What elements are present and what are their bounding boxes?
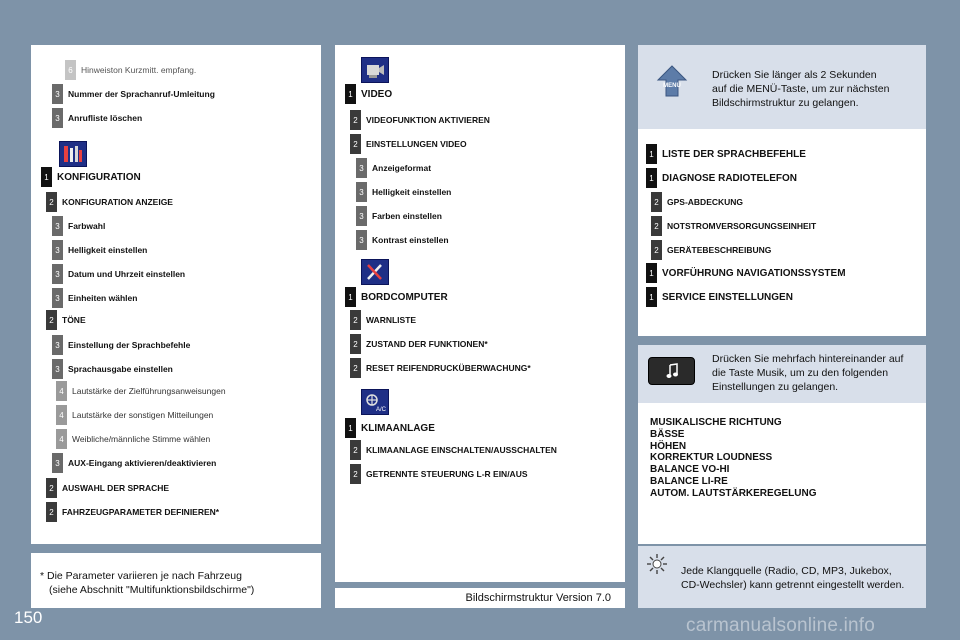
music-setting-item: BALANCE LI-RE [650,475,728,487]
menu-row [52,453,216,473]
level-badge: 1 [646,287,657,307]
menu-item-label: VIDEO [361,88,393,100]
level-badge: 2 [350,110,361,130]
menu-row [46,478,169,498]
menu-item-label: Datum und Uhrzeit einstellen [68,269,186,279]
video-camera-icon [361,57,389,83]
menu-row [52,84,215,104]
level-badge: 2 [350,134,361,154]
menu-row [651,192,743,212]
footnote-text: * Die Parameter variieren je nach Fahrzeug (siehe Abschnitt "Multifunktionsbildschirme") [40,570,255,596]
menu-row [345,84,392,104]
svg-text:A/C: A/C [376,407,386,412]
menu-row [646,168,797,188]
menu-item-label: Sprachausgabe einstellen [68,364,173,374]
menu-item-label: Lautstärke der sonstigen Mitteilungen [72,410,214,420]
menu-item-label: Helligkeit einstellen [372,187,452,197]
menu-row [52,240,147,260]
menu-item-label: BORDCOMPUTER [361,291,448,303]
level-badge: 3 [52,335,63,355]
air-conditioning-icon [361,389,389,415]
level-badge: 2 [46,192,57,212]
level-badge: 2 [350,310,361,330]
menu-row [350,110,490,130]
menu-row [350,334,488,354]
music-setting-item: BÄSSE [650,428,685,440]
level-badge: 1 [646,144,657,164]
level-badge: 3 [52,453,63,473]
menu-item-label: Helligkeit einstellen [68,245,148,255]
level-badge: 3 [52,359,63,379]
menu-item-label: GERÄTEBESCHREIBUNG [667,245,772,255]
level-badge: 3 [356,158,367,178]
level-badge: 3 [52,84,63,104]
menu-item-label: SERVICE EINSTELLUNGEN [662,291,793,303]
menu-item-label: VORFÜHRUNG NAVIGATIONSSYSTEM [662,267,846,279]
level-badge: 1 [41,167,52,187]
music-help-text: Drücken Sie mehrfach hintereinander auf die Taste Musik, um zu den folgenden Einstellungen zu gelangen. [712,353,904,393]
watermark: carmanualsonline.info [686,615,876,636]
menu-row [350,464,528,484]
level-badge: 3 [356,230,367,250]
menu-item-label: KLIMAANLAGE EINSCHALTEN/AUSSCHALTEN [366,445,557,455]
menu-item-label: VIDEOFUNKTION AKTIVIEREN [366,115,490,125]
menu-row [350,310,416,330]
menu-item-label: AUX-Eingang aktivieren/deaktivieren [68,458,217,468]
menu-item-label: KONFIGURATION [57,171,141,183]
level-badge: 3 [52,288,63,308]
level-badge: 3 [52,216,63,236]
music-setting-item: MUSIKALISCHE RICHTUNG [650,417,782,428]
level-badge: 2 [350,358,361,378]
level-badge: 2 [651,192,662,212]
menu-item-label: Hinweiston Kurzmitt. empfang. [81,65,197,75]
menu-item-label: WARNLISTE [366,315,417,325]
menu-row [46,192,173,212]
menu-row [646,263,846,283]
music-setting-item: HÖHEN [650,440,687,452]
menu-row [56,405,213,425]
level-badge: 6 [65,60,76,80]
level-badge: 2 [350,334,361,354]
menu-row [52,264,185,284]
menu-row [350,358,531,378]
menu-item-label: EINSTELLUNGEN VIDEO [366,139,467,149]
level-badge: 3 [52,240,63,260]
menu-item-label: Einheiten wählen [68,293,138,303]
menu-item-label: Farben einstellen [372,211,442,221]
menu-row [350,134,467,154]
level-badge: 2 [350,464,361,484]
svg-text:MENU: MENU [663,83,681,89]
menu-row [65,60,196,80]
level-badge: 3 [52,264,63,284]
level-badge: 3 [356,206,367,226]
menu-row [356,182,451,202]
menu-row [356,206,442,226]
settings-tools-icon [59,141,87,167]
menu-item-label: Nummer der Sprachanruf-Umleitung [68,89,215,99]
level-badge: 2 [46,478,57,498]
menu-item-label: TÖNE [62,315,86,325]
level-badge: 1 [646,263,657,283]
menu-row [345,287,448,307]
menu-item-label: KLIMAANLAGE [361,422,435,434]
menu-item-label: ZUSTAND DER FUNKTIONEN* [366,339,488,349]
level-badge: 4 [56,429,67,449]
level-badge: 1 [345,287,356,307]
menu-row [41,167,141,187]
music-setting-item: AUTOM. LAUTSTÄRKEREGELUNG [650,487,817,499]
music-setting-item: KORREKTUR LOUDNESS [650,452,773,464]
level-badge: 4 [56,381,67,401]
menu-row [651,240,771,260]
version-label-panel [335,588,625,608]
menu-row [52,335,190,355]
menu-item-label: Anrufliste löschen [68,113,143,123]
menu-row [46,310,86,330]
level-badge: 2 [651,240,662,260]
menu-row [46,502,219,522]
level-badge: 3 [356,182,367,202]
music-note-icon [648,357,695,385]
menu-row [52,108,142,128]
menu-row [56,429,210,449]
menu-item-label: DIAGNOSE RADIOTELEFON [662,172,798,184]
music-setting-item: BALANCE VO-HI [650,464,730,476]
tip-text: Jede Klangquelle (Radio, CD, MP3, Jukebox, CD-Wechsler) kann getrennt eingestellt werden. [681,565,905,591]
menu-help-text: Drücken Sie länger als 2 Sekunden auf die MENÜ-Taste, um zur nächsten Bildschirmstruktur zu gelangen. [712,69,890,109]
level-badge: 4 [56,405,67,425]
menu-item-label: Farbwahl [68,221,106,231]
menu-item-label: Anzeigeformat [372,163,432,173]
level-badge: 2 [46,502,57,522]
menu-row [356,158,431,178]
level-badge: 2 [46,310,57,330]
level-badge: 1 [646,168,657,188]
menu-item-label: Lautstärke der Zielführungsanweisungen [72,386,226,396]
menu-item-label: GPS-ABDECKUNG [667,197,744,207]
menu-item-label: Weibliche/männliche Stimme wählen [72,434,211,444]
menu-item-label: LISTE DER SPRACHBEFEHLE [662,148,806,160]
menu-item-label: GETRENNTE STEUERUNG L-R EIN/AUS [366,469,528,479]
menu-row [350,440,557,460]
menu-row [52,359,173,379]
version-label: Bildschirmstruktur Version 7.0 [465,592,611,604]
menu-row [356,230,449,250]
menu-item-label: NOTSTROMVERSORGUNGSEINHEIT [667,221,817,231]
level-badge: 3 [52,108,63,128]
menu-item-label: KONFIGURATION ANZEIGE [62,197,173,207]
level-badge: 1 [345,418,356,438]
level-badge: 2 [651,216,662,236]
menu-row [56,381,226,401]
menu-button-icon [656,64,688,102]
level-badge: 2 [350,440,361,460]
menu-item-label: FAHRZEUGPARAMETER DEFINIEREN* [62,507,220,517]
wrench-tools-icon [361,259,389,285]
menu-item-label: Kontrast einstellen [372,235,449,245]
menu-row [52,288,137,308]
menu-item-label: AUSWAHL DER SPRACHE [62,483,170,493]
menu-row [646,287,793,307]
menu-item-label: Einstellung der Sprachbefehle [68,340,191,350]
menu-row [651,216,816,236]
menu-row [52,216,105,236]
level-badge: 1 [345,84,356,104]
menu-row [345,418,435,438]
sun-tip-icon [646,553,668,575]
music-settings-list [650,417,816,500]
menu-item-label: RESET REIFENDRUCKÜBERWACHUNG* [366,363,531,373]
menu-row [646,144,806,164]
page-number: 150 [14,608,43,627]
